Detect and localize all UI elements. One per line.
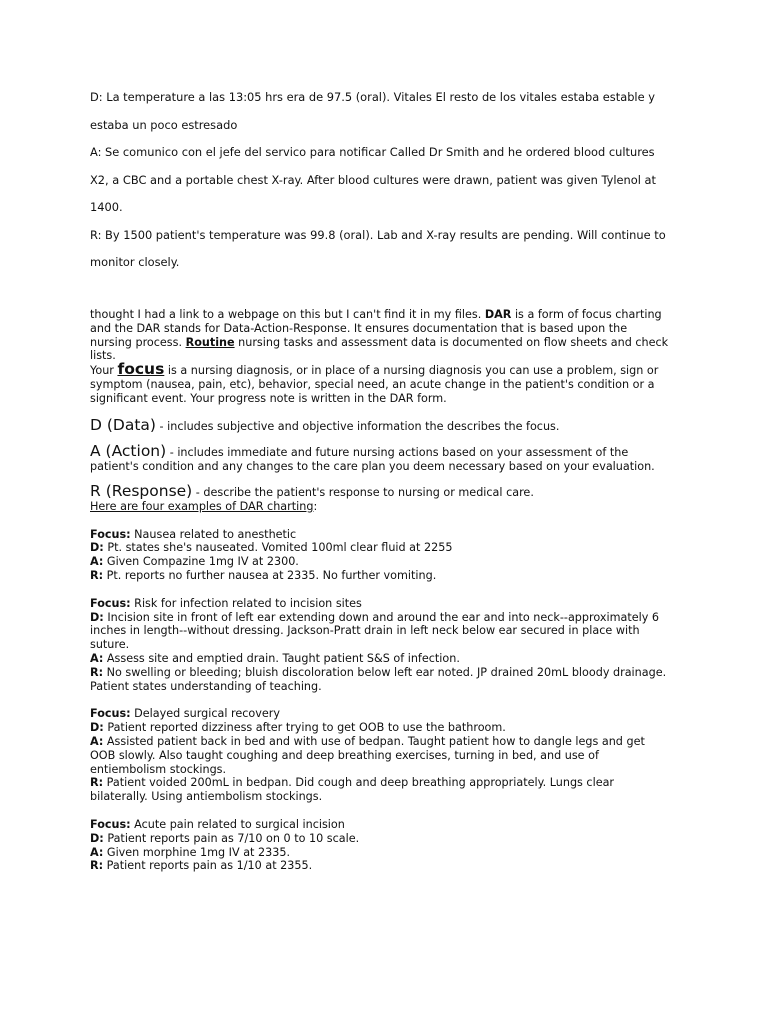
definition-action: A (Action) - includes immediate and future nursing actions based on your assessment of the patient's condition and any changes to the care plan you deem necessary based on your evaluation. [90, 442, 655, 474]
dar-example-4: Focus: Acute pain related to surgical incision D: Patient reports pain as 7/10 on 0 to 10 scale. A: Given morphine 1mg IV at 2335. R: Patient reports pain as 1/10 at 2355. [90, 817, 360, 873]
note-d-line-2: estaba un poco estresado [90, 117, 238, 132]
dar-example-2: Focus: Risk for infection related to incision sites D: Incision site in front of left ear extending down and around the ear and into neck--approximately 6 inches in length--without dressing. Jackson-Pratt drain in left neck below ear secured in place with suture. A: Assess site and emptied drain. Taught patient S&S of infection. R: No swelling or bleeding; bluish discoloration below left ear noted. JP drained 20mL bloody drainage. Patient states understanding of teaching. [90, 596, 667, 693]
dar-example-1: Focus: Nausea related to anesthetic D: Pt. states she's nauseated. Vomited 100ml clear fluid at 2255 A: Given Compazine 1mg IV at 2300. R: Pt. reports no further nausea at 2335. No further vomiting. [90, 527, 453, 582]
intro-paragraph: thought I had a link to a webpage on this but I can't find it in my files. DAR is a form of focus charting and the DAR stands for Data-Action-Response. It ensures documentation that is based upon the nursing process. Routine nursing tasks and assessment data is documented on flow sheets and check lists. Your focus is a nursing diagnosis, or in place of a nursing diagnosis you can use a problem, sign or symptom (nausea, pain, etc), behavior, special need, an acute change in the patient's condition or a significant event. Your progress note is written in the DAR form. [90, 308, 669, 405]
action-heading: A (Action) [90, 442, 167, 461]
definition-data: D (Data) - includes subjective and objective information the describes the focus. [90, 415, 560, 434]
dar-term: DAR [484, 308, 512, 321]
note-a-line-3: 1400. [90, 200, 123, 214]
dar-explanation [90, 308, 690, 873]
focus-term: focus [117, 360, 165, 379]
note-a-line-2: X2, a CBC and a portable chest X-ray. After blood cultures were drawn, patient was given Tylenol at [90, 172, 656, 187]
note-a-line-1: A: Se comunico con el jefe del servico para notificar Called Dr Smith and he ordered blood cultures [90, 145, 655, 159]
definition-response: R (Response) - describe the patient's response to nursing or medical care. Here are four examples of DAR charting: [90, 481, 534, 513]
note-d-line-1: D: La temperature a las 13:05 hrs era de 97.5 (oral). Vitales El resto de los vitales estaba estable y [90, 90, 655, 104]
note-r-line-2: monitor closely. [90, 255, 180, 269]
response-heading: R (Response) [90, 481, 193, 500]
note-r-line-1: R: By 1500 patient's temperature was 99.8 (oral). Lab and X-ray results are pending. Will continue to [90, 227, 666, 242]
dar-note-top [90, 84, 690, 277]
routine-term: Routine [185, 335, 235, 349]
dar-example-3: Focus: Delayed surgical recovery D: Patient reported dizziness after trying to get OOB to use the bathroom. A: Assisted patient back in bed and with use of bedpan. Taught patient how to dangle legs and get OOB slowly. Also taught coughing and deep breathing exercises, turning in bed, and use of entiembolism stockings. R: Patient voided 200mL in bedpan. Did cough and deep breathing appropriately. Lungs clear bilaterally. Using antiembolism stockings. [90, 707, 645, 804]
examples-intro: Here are four examples of DAR charting [90, 499, 314, 513]
data-heading: D (Data) [90, 415, 156, 434]
